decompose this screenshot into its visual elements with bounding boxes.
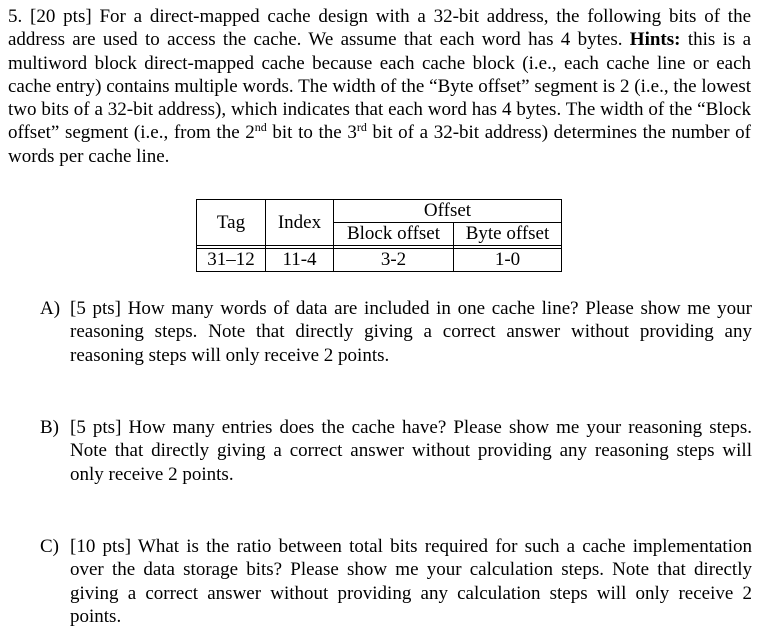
block-offset-bits: 3-2 bbox=[334, 249, 454, 272]
question-c-text: [10 pts] What is the ratio between total bits required for such a cache implementation over the data storage bits? Please show me your calculation steps. Note that directly giving a correct answer without providing any calculation steps will only receive 2 points. bbox=[70, 536, 752, 627]
problem-text-part1: For a direct-mapped cache design with a 32-bit address, the following bits of the address are used to access the cache. We assume that each word has 4 bytes. bbox=[8, 6, 752, 51]
bit-range-row bbox=[197, 249, 562, 272]
problem-text-part3: bit to the 3 bbox=[266, 122, 357, 144]
question-b-label: B) bbox=[40, 417, 59, 438]
index-bits: 11-4 bbox=[266, 249, 334, 272]
index-header: Index bbox=[266, 200, 334, 246]
hints-label: Hints: bbox=[629, 29, 681, 51]
header-row bbox=[197, 200, 562, 223]
block-offset-header: Block offset bbox=[334, 223, 454, 246]
problem-points: [20 pts] bbox=[30, 6, 92, 27]
address-bit-table bbox=[196, 199, 562, 272]
question-b bbox=[40, 416, 752, 486]
superscript-nd: nd bbox=[254, 120, 267, 135]
question-b-text: [5 pts] How many entries does the cache have? Please show me your reasoning steps. Note that directly giving a correct answer without providing any reasoning steps will only receive 2 points. bbox=[70, 417, 752, 485]
question-c bbox=[40, 535, 752, 628]
problem-text-part4: bit of a 32-bit address) determines the number of words per cache line. bbox=[8, 122, 751, 167]
question-a bbox=[40, 297, 752, 367]
problem-number: 5. bbox=[8, 6, 23, 27]
problem-statement bbox=[8, 5, 751, 168]
question-c-label: C) bbox=[40, 536, 59, 557]
question-a-text: [5 pts] How many words of data are included in one cache line? Please show me your reasoning steps. Note that directly giving a correct answer without providing any reasoning steps will only receive 2 points. bbox=[70, 298, 752, 366]
tag-bits: 31–12 bbox=[197, 249, 266, 272]
offset-header: Offset bbox=[334, 200, 562, 223]
byte-offset-header: Byte offset bbox=[454, 223, 562, 246]
superscript-rd: rd bbox=[356, 120, 367, 135]
problem-text-part2: this is a multiword block direct-mapped cache because each cache block (i.e., each cache line or each cache entry) contains multiple words. The width of the “Byte offset” segment is 2 (i.e., the lowest two bits of a 32-bit address), which indicates that each word has 4 bytes. The width of the “Block offset” segment (i.e., from the 2 bbox=[8, 29, 752, 144]
byte-offset-bits: 1-0 bbox=[454, 249, 562, 272]
tag-header: Tag bbox=[197, 200, 266, 246]
question-a-label: A) bbox=[40, 298, 61, 319]
